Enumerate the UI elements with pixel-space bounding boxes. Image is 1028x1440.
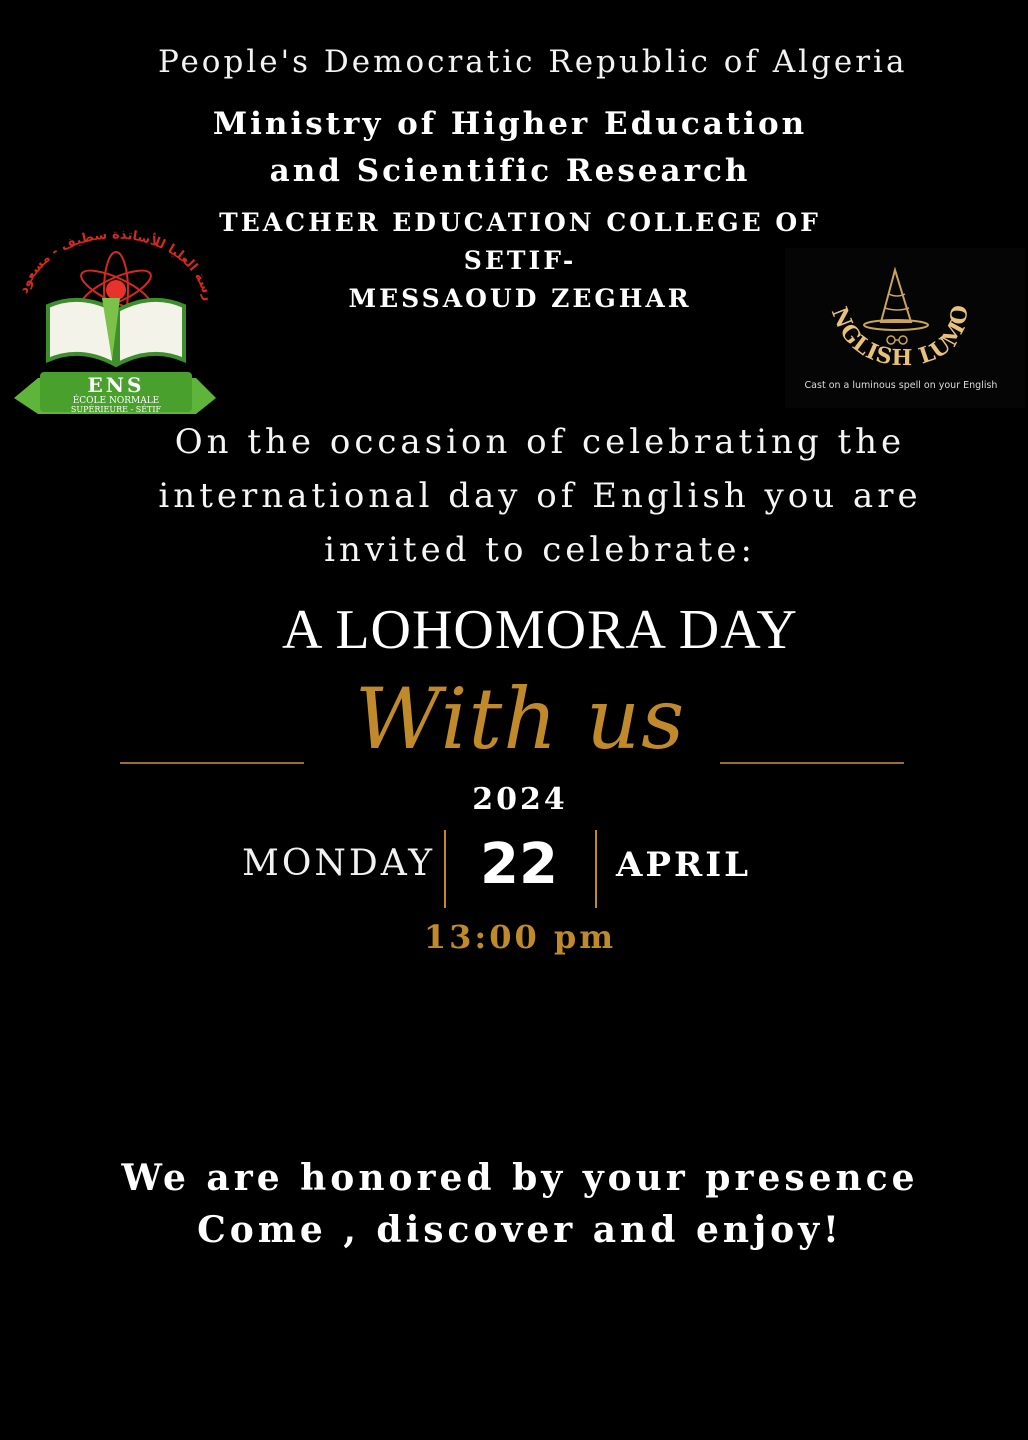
date-separator-left (444, 830, 446, 908)
college-line-2: MESSAOUD ZEGHAR (348, 284, 692, 313)
closing-line-2: Come , discover and enjoy! (197, 1209, 843, 1251)
logo-ens-subtitle-2: SUPÉRIEURE - SÉTIF (70, 405, 162, 414)
college-line-1: TEACHER EDUCATION COLLEGE OF SETIF- (219, 208, 821, 275)
logo-ens-subtitle-1: ÉCOLE NORMALE (72, 396, 160, 406)
logo-arabic-text: رسة العليا للأساتذة سطيف - مسعود (16, 228, 216, 303)
invitation-line-1: On the occasion of celebrating the (174, 422, 906, 462)
event-subtitle: With us (354, 670, 686, 768)
event-title: A LOHOMORA DAY (281, 599, 798, 661)
event-month: APRIL (616, 845, 752, 885)
ministry-line-1: Ministry of Higher Education (212, 106, 808, 142)
date-separator-right (595, 830, 597, 908)
event-weekday: MONDAY (241, 843, 435, 884)
event-time: 13:00 pm (423, 918, 617, 956)
divider-right (720, 762, 904, 764)
logo-ens-acronym: ENS (87, 373, 145, 397)
event-year: 2024 (472, 782, 568, 817)
closing-line-1: We are honored by your presence (121, 1157, 919, 1199)
invitation-line-2: international day of English you are (158, 476, 922, 516)
ens-setif-logo-icon (8, 228, 222, 428)
event-day: 22 (480, 832, 558, 897)
ministry-title (160, 101, 860, 195)
english-lumos-logo-icon (785, 248, 1025, 408)
invitation-text (120, 415, 960, 577)
logo-lumos-name: NGLISH LUMO (825, 302, 974, 372)
invitation-line-3: invited to celebrate: (324, 530, 756, 570)
closing-text (120, 1152, 920, 1256)
ministry-line-2: and Scientific Research (269, 153, 751, 189)
logo-lumos-tagline: Cast on a luminous spell on your English (804, 380, 998, 391)
divider-left (120, 762, 304, 764)
college-title (160, 204, 880, 318)
country-title: People's Democratic Republic of Algeria (158, 44, 908, 80)
